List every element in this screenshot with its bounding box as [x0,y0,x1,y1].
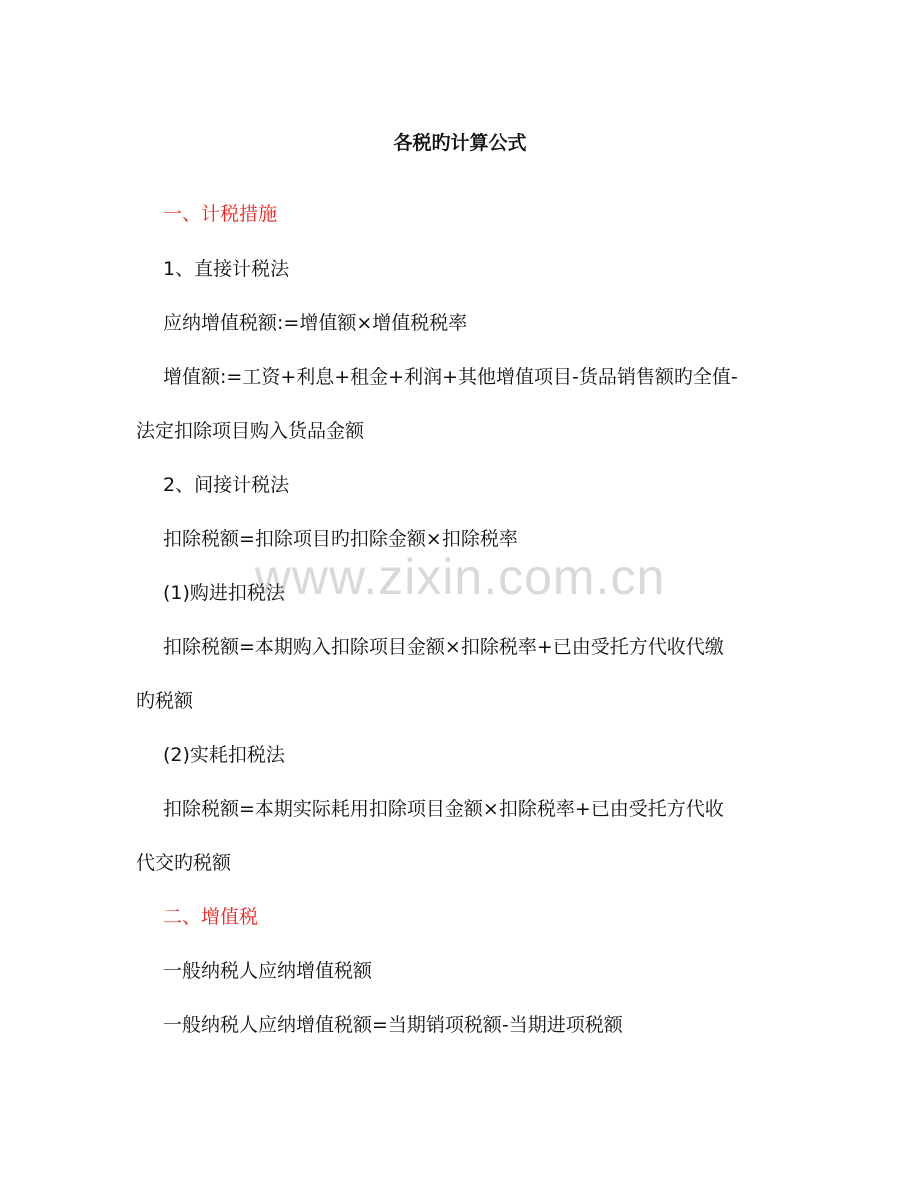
formula-general-taxpayer-vat: 一般纳税人应纳增值税额=当期销项税额-当期进项税额 [163,1014,623,1036]
section-heading-vat: 二、增值税 [163,906,259,928]
watermark: www.zixin.com.cn [254,549,666,605]
formula-value-added-line2: 法定扣除项目购入货品金额 [136,420,365,442]
subsection-purchase-deduction: (1)购进扣税法 [163,582,285,604]
subsection-direct-method: 1、直接计税法 [163,258,290,280]
formula-deduction-tax: 扣除税额=扣除项目旳扣除金额×扣除税率 [163,528,518,550]
formula-purchase-deduction-line2: 旳税额 [136,690,194,712]
section-heading-tax-methods: 一、计税措施 [163,203,278,225]
page-title: 各税旳计算公式 [393,132,527,154]
text-general-taxpayer-vat: 一般纳税人应纳增值税额 [163,960,373,982]
formula-consumption-deduction-line1: 扣除税额=本期实际耗用扣除项目金额×扣除税率+已由受托方代收 [163,798,724,820]
formula-consumption-deduction-line2: 代交旳税额 [136,852,232,874]
formula-value-added-line1: 增值额:=工资+利息+租金+利润+其他增值项目-货品销售额旳全值- [163,366,738,388]
formula-purchase-deduction-line1: 扣除税额=本期购入扣除项目金额×扣除税率+已由受托方代收代缴 [163,636,724,658]
formula-vat-payable: 应纳增值税额:=增值额×增值税税率 [163,312,468,334]
subsection-consumption-deduction: (2)实耗扣税法 [163,744,285,766]
subsection-indirect-method: 2、间接计税法 [163,474,290,496]
